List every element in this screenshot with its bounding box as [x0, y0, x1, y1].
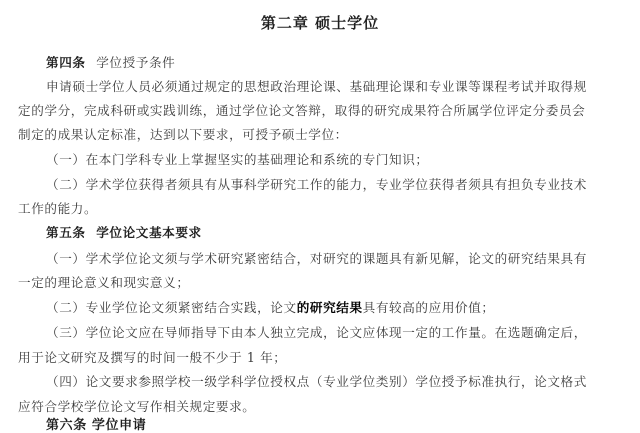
- article-5-heading: [46, 222, 202, 241]
- paragraph-line: 工作的能力。: [18, 201, 98, 216]
- article-4-heading: [46, 52, 175, 71]
- paragraph-line: （三）学位论文应在导师指导下由本人独立完成，论文应体现一定的工作量。在选题确定后，: [46, 325, 587, 340]
- paragraph-line: 制定的成果认定标准，达到以下要求，可授予硕士学位：: [18, 127, 348, 142]
- chapter-title: 第二章 硕士学位: [260, 14, 380, 32]
- paragraph-line: 用于论文研究及撰写的时间一般不少于 1 年；: [18, 350, 287, 365]
- article-5-title: 学位论文基本要求: [96, 225, 202, 240]
- paragraph-line: 定的学分，完成科研或实践训练，通过学位论文答辩，取得的研究成果符合所属学位评定分委员会: [18, 103, 586, 118]
- emphasized-phrase: 的研究结果: [296, 300, 363, 315]
- paragraph-line: （二）学术学位获得者须具有从事科学研究工作的能力，专业学位获得者须具有担负专业技术: [46, 177, 587, 192]
- paragraph-line: 应符合学校学位论文写作相关规定要求。: [18, 399, 256, 414]
- paragraph-line: 一定的理论意义和现实意义；: [18, 275, 190, 290]
- article-4-title: 学位授予条件: [96, 55, 176, 70]
- paragraph-line: [46, 297, 495, 316]
- line-prefix: （二）专业学位论文须紧密结合实践，论文: [46, 300, 297, 315]
- paragraph-line: 申请硕士学位人员必须通过规定的思想政治理论课、基础理论课和专业课等课程考试并取得规: [46, 79, 587, 94]
- line-suffix: 具有较高的应用价值；: [362, 300, 495, 315]
- paragraph-line: （一）学术学位论文须与学术研究紧密结合，对研究的课题具有新见解，论文的研究结果具有: [46, 251, 587, 266]
- paragraph-line: （四）论文要求参照学校一级学科学位授权点（专业学位类别）学位授予标准执行，论文格式: [46, 374, 587, 389]
- article-4-number: 第四条: [46, 55, 86, 70]
- paragraph-line: （一）在本门学科专业上掌握坚实的基础理论和系统的专门知识；: [46, 152, 429, 167]
- article-5-number: 第五条: [46, 225, 86, 240]
- article-6-heading-partial: 第六条 学位申请: [46, 418, 147, 433]
